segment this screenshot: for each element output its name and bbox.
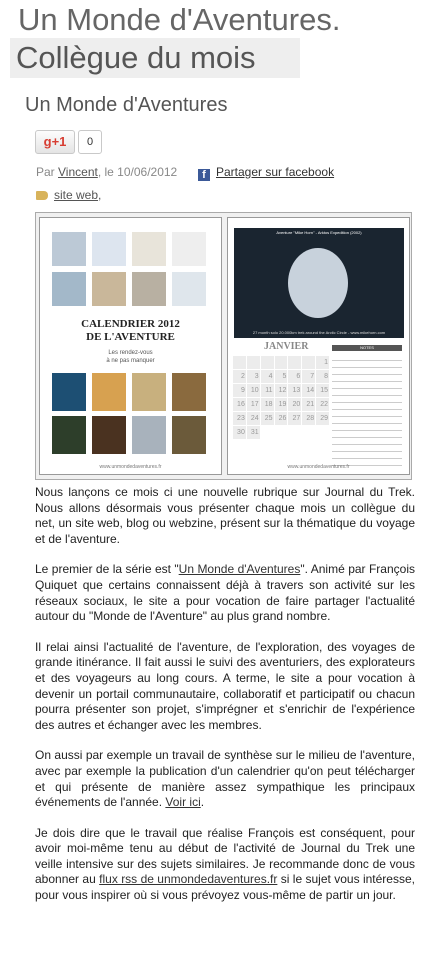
calendar-day: 14 [302,384,315,397]
calendar-day: 10 [247,384,260,397]
calendar-day [275,356,288,369]
calendar-cover-page [39,217,222,475]
calendar-day: 31 [247,426,260,439]
page-title-line2: Collègue du mois [10,38,300,78]
calendar-day: 25 [261,412,274,425]
calendar-day: 26 [275,412,288,425]
calendar-day: 28 [302,412,315,425]
p4-text-a: On aussi par exemple un travail de synthèse sur le milieu de l'aventure, avec par exemple la publication d'un calendrier qu'on peut télécharger et qui présente de manière assez sympathique les principaux événements de l'année. [35,748,415,810]
calendar-day: 22 [316,398,329,411]
facebook-share-link[interactable]: Partager sur facebook [216,165,335,179]
facebook-share [198,165,334,181]
post-content [35,485,415,919]
photo-caption: Aventure "Mike Horn" - Arktos Expedition (2002) [276,230,362,235]
calendar-january-page [227,217,410,475]
photo-thumbnail [52,373,86,411]
calendar-day: 30 [233,426,246,439]
page-title-line1: Un Monde d'Aventures. [18,2,341,37]
calendar-day [288,356,301,369]
tag-link[interactable]: site web [54,188,99,202]
photo-thumbnail [92,373,126,411]
photo-thumbnail [92,232,126,266]
calendar-day: 27 [288,412,301,425]
calendar-day [261,356,274,369]
p5-text-b: si le sujet vous intéresse, pour vous inspirer où si vous prévoyez vous-même de partir un jour. [35,872,415,903]
calendar-footer-right: www.unmondedaventures.fr [287,464,350,470]
post-title: Un Monde d'Aventures [25,94,228,116]
calendar-title2: DE L'AVENTURE [86,331,175,343]
photo-banner: 27 month solo 20.000km trek around the Arctic Circle - www.mikehorn.com [252,330,386,335]
google-plus-count: 0 [78,130,102,154]
calendar-day: 8 [316,370,329,383]
calendar-day [247,356,260,369]
calendar-day: 20 [288,398,301,411]
calendar-day: 1 [316,356,329,369]
facebook-icon[interactable]: f [198,169,210,181]
p5-text-a: Je dois dire que le travail que réalise François est conséquent, pour avoir moi-même tenu au début de l'activité de Journal du Trek une veille intensive sur des sujets similaires. Je recommande donc de vous abonner au [35,825,415,887]
explorer-face [288,248,348,318]
calendar-day: 16 [233,398,246,411]
calendar-day: 2 [233,370,246,383]
post-tags [36,188,101,202]
rss-link[interactable]: flux rss de unmondedaventures.fr [99,872,278,887]
paragraph-activities: Il relai ainsi l'actualité de l'aventure, de l'exploration, des voyages de grande itinérance. Il fait aussi le suivi des aventuriers, des explorateurs et des voyageurs au long cours. A terme, le site a pour vocation à devenir un portail communautaire, collaboratif et participatif ou chacun pourra présenter son projet, s'imprégner et s'enrichir de l'expérience des autres et échanger avec les membres. [35,639,415,732]
notes-label: NOTES [360,345,374,350]
photo-thumbnail [172,373,206,411]
calendar-subtitle2: à ne pas manquer [106,358,155,364]
calendar-subtitle1: Les rendez-vous [108,350,153,356]
calendar-day: 17 [247,398,260,411]
photo-thumbnail [52,232,86,266]
photo-thumbnail [52,416,86,454]
site-link[interactable]: Un Monde d'Aventures [178,562,301,577]
photo-thumbnail [172,416,206,454]
author-link[interactable]: Vincent [58,165,98,179]
page-title [10,2,341,78]
tag-separator: , [98,188,102,202]
google-plus-label: +1 [51,134,67,149]
calendar-day [302,356,315,369]
photo-thumbnail [132,272,166,306]
calendar-day: 21 [302,398,315,411]
paragraph-calendar [35,748,415,810]
calendar-day: 13 [288,384,301,397]
photo-thumbnail [172,232,206,266]
calendar-day: 18 [261,398,274,411]
calendar-day: 29 [316,412,329,425]
photo-thumbnail [92,416,126,454]
calendar-day: 12 [275,384,288,397]
calendar-title: CALENDRIER 2012 [81,318,180,330]
calendar-day: 15 [316,384,329,397]
calendar-day: 9 [233,384,246,397]
google-plus-icon: g [43,134,52,149]
calendar-day: 5 [275,370,288,383]
calendar-day: 23 [233,412,246,425]
calendar-grid [233,356,329,439]
photo-thumbnail [172,272,206,306]
see-here-link[interactable]: Voir ici [165,795,201,810]
post-meta [36,165,177,179]
photo-thumbnail [52,272,86,306]
notes-header [332,345,402,351]
calendar-month: JANVIER [264,341,309,352]
calendar-day: 6 [288,370,301,383]
photo-thumbnail [132,232,166,266]
calendar-day: 4 [261,370,274,383]
photo-thumbnail [132,416,166,454]
calendar-day: 3 [247,370,260,383]
paragraph-recommendation [35,826,415,904]
p2-text-a: Le premier de la série est " [35,562,179,577]
meta-by: Par [36,165,59,179]
meta-date: , le 10/06/2012 [97,165,178,179]
p4-text-b: . [200,795,205,810]
calendar-footer: www.unmondedaventures.fr [99,464,162,470]
google-plus-one-button[interactable] [35,130,75,154]
calendar-image[interactable] [35,212,412,480]
paragraph-intro: Nous lançons ce mois ci une nouvelle rubrique sur Journal du Trek. Nous allons désormais vous présenter chaque mois un collègue du net, un site web, blog ou webzine, présent sur la thématique du voyage et de l'aventure. [35,485,415,546]
p2-text-b: ". Animé par François Quiquet que certains connaissent déjà à travers son activité sur les réseaux sociaux, le site a pour vocation de faire partager l'actualité autour du "Monde de l'Aventure" au plus grand nombre. [35,562,415,624]
paragraph-first-site [35,562,415,624]
calendar-notes [332,345,402,466]
tag-icon [36,191,48,200]
calendar-day [233,356,246,369]
calendar-day: 7 [302,370,315,383]
photo-thumbnail [92,272,126,306]
calendar-day: 19 [275,398,288,411]
calendar-day: 24 [247,412,260,425]
calendar-day: 11 [261,384,274,397]
photo-thumbnail [132,373,166,411]
